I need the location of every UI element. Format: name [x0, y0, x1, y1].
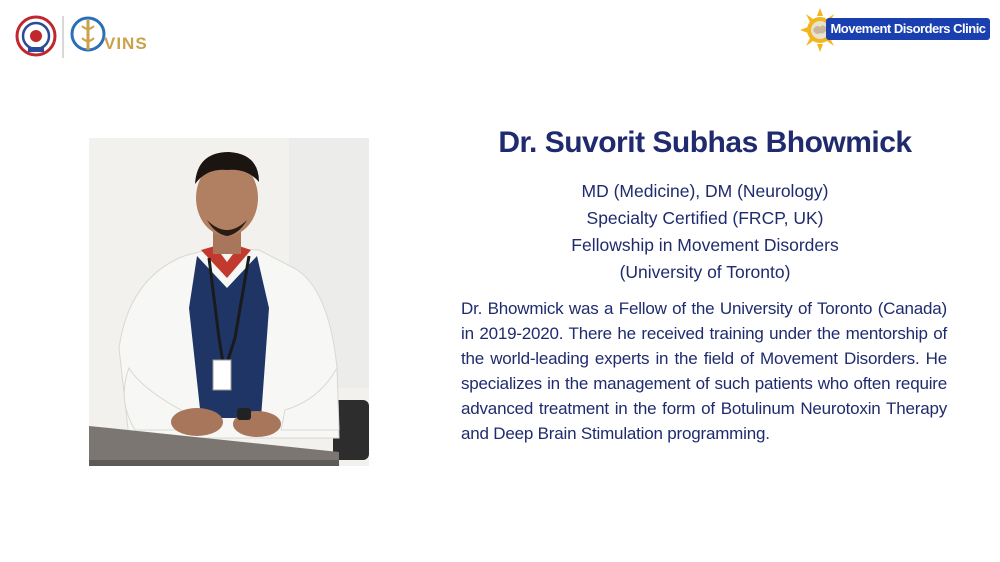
doctor-bio: Dr. Bhowmick was a Fellow of the University of Toronto (Canada) in 2019-2020. There he received training under the mentorship of the world-leading experts in the field of Movement Disorders. He specializes in the management of such patients who often require advanced treatment in the form of Botulinum Neurotoxin Therapy and Deep Brain Stimulation programming.: [461, 299, 947, 443]
clinic-name: Movement Disorders Clinic: [826, 18, 990, 40]
doctor-photo: [89, 138, 369, 466]
hospital-seal-icon: [14, 14, 174, 62]
credential-line: Specialty Certified (FRCP, UK): [586, 208, 824, 228]
credential-line: (University of Toronto): [619, 262, 791, 282]
doctor-portrait-illustration: [89, 138, 369, 466]
credentials-block: [460, 178, 950, 286]
credential-line: Fellowship in Movement Disorders: [571, 235, 839, 255]
hospital-logos: [14, 14, 174, 62]
vins-logo-text: VINS: [104, 34, 148, 53]
credential-line: MD (Medicine), DM (Neurology): [581, 181, 829, 201]
doctor-name: Dr. Suvorit Subhas Bhowmick: [498, 126, 912, 159]
clinic-logo: [800, 8, 992, 52]
